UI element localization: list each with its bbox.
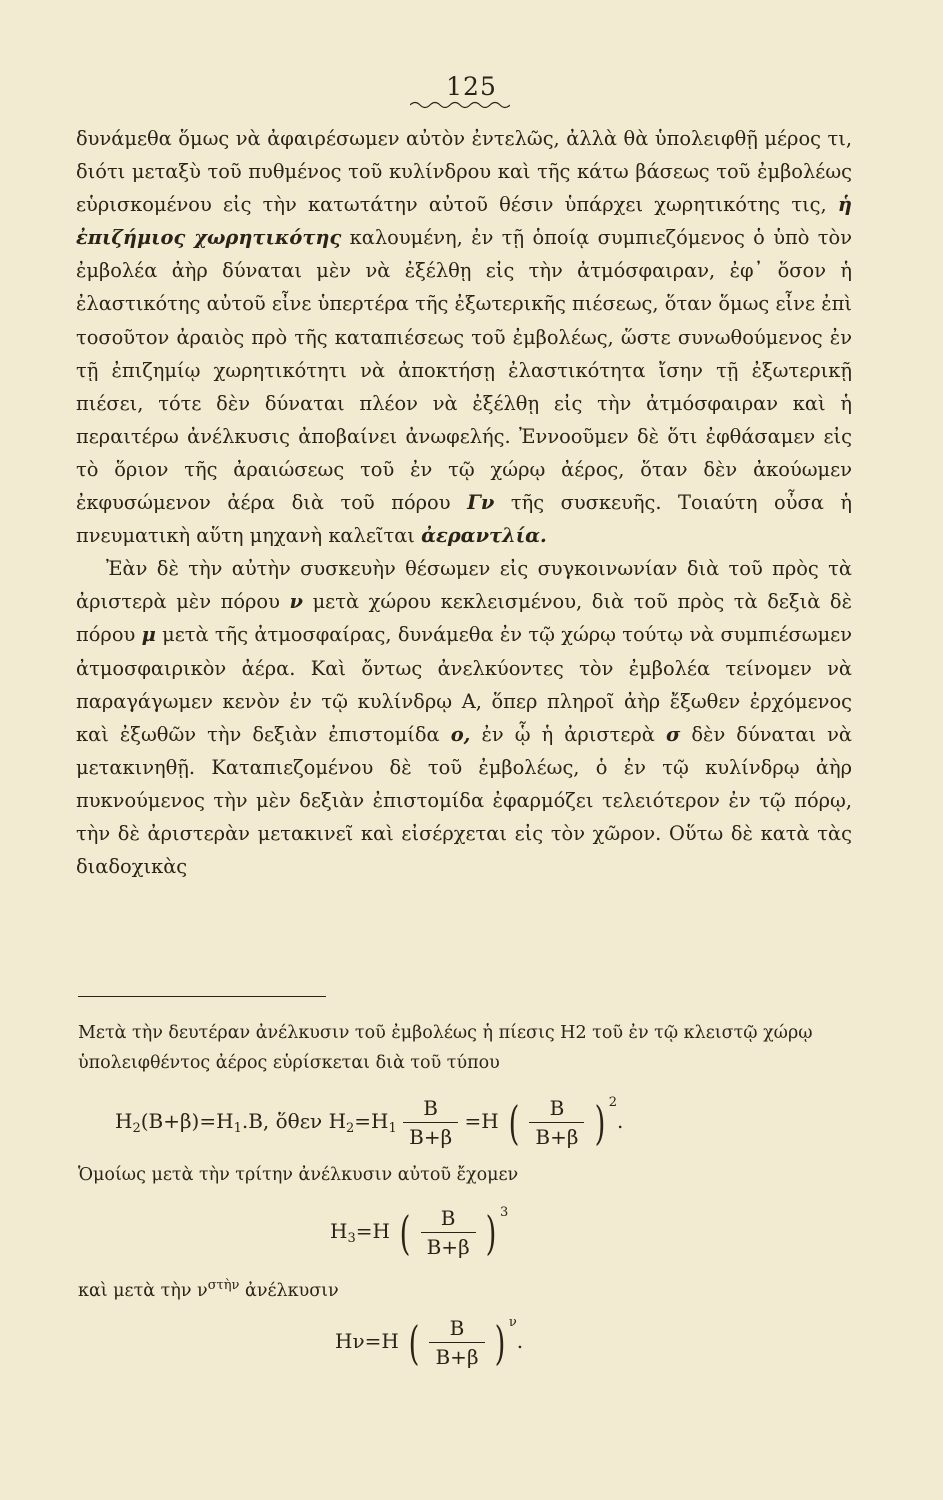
- footnote-line3: καὶ μετὰ τὴν $\nu^{\sigma\tau ὴ\nu}$ ἀνέλκυσιν: [78, 1278, 339, 1301]
- ornament-divider: [410, 100, 510, 110]
- main-text: [76, 122, 852, 883]
- label-s: σ: [665, 722, 681, 746]
- label-gn: Γν: [467, 491, 495, 515]
- footnote-line1: Μετὰ τὴν δευτέραν ἀνέλκυσιν τοῦ ἐμβολέως ἡ πίεσις Η2 τοῦ ἐν τῷ κλειστῷ χώρῳ ὑπολειφθέντος ἀέρος εὑρίσκεται διὰ τοῦ τύπου: [78, 1023, 813, 1073]
- footnote-rule: [78, 996, 326, 997]
- fraction-1: $\frac{B}{B+\beta}$: [403, 1098, 458, 1147]
- formula-2: $H_3=H$ ( $\frac{B}{B+\beta}$ ) $^3$: [330, 1205, 509, 1260]
- label-o: ο,: [450, 722, 471, 746]
- page-number: 125: [446, 72, 497, 101]
- fraction-2: $\frac{B}{B+\beta}$: [529, 1098, 584, 1147]
- paragraph-1: δυνάμεθα ὅμως νὰ ἀφαιρέσωμεν αὐτὸν ἐντελῶς, ἀλλὰ θὰ ὑπολειφθῇ μέρος τι, διότι μεταξὺ τοῦ πυθμένος τοῦ κυλίνδρου καὶ τῆς κάτω βάσεως τοῦ ἐμβολέως εὑρισκομένου εἰς τὴν κατωτάτην αὐτοῦ θέσιν ὑπάρχει χωρητικότης τις, ἡ ἐπιζήμιος χωρητικότης καλουμένη, ἐν τῇ ὁποίᾳ συμπιεζόμενος ὁ ὑπὸ τὸν ἐμβολέα ἀὴρ δύναται μὲν νὰ ἐξέλθῃ εἰς τὴν ἀτμόσφαιραν, ἐφ᾿ ὅσον ἡ ἐλαστικότης αὐτοῦ εἶνε ὑπερτέρα τῆς ἐξωτερικῆς πιέσεως, ὅταν ὅμως εἶνε ἐπὶ τοσοῦτον ἀραιὸς πρὸ τῆς καταπιέσεως τοῦ ἐμβολέως, ὥστε συνωθούμενος ἐν τῇ ἐπιζημίῳ χωρητικότητι νὰ ἀποκτήσῃ ἐλαστικότητα ἴσην τῇ ἐξωτερικῇ πιέσει, τότε δὲν δύναται πλέον νὰ ἐξέλθῃ εἰς τὴν ἀτμόσφαιραν καὶ ἡ περαιτέρω ἀνέλκυσις ἀποβαίνει ἀνωφελής. Ἐννοοῦμεν δὲ ὅτι ἐφθάσαμεν εἰς τὸ ὅριον τῆς ἀραιώσεως τοῦ ἐν τῷ χώρῳ ἀέρος, ὅταν δὲν ἀκούωμεν ἐκφυσώμενον ἀέρα διὰ τοῦ πόρου Γν τῆς συσκευῆς. Τοιαύτη οὖσα ἡ πνευματικὴ αὕτη μηχανὴ καλεῖται ἀεραντλία.: [76, 127, 853, 548]
- formula-1: $H_2(B+\beta)=H_1.B$, ὅθεν $H_2=H_1$ $\frac{B}{B+\beta}$ =Η ( $\frac{B}{B+\beta}$ ) $^2$.: [115, 1095, 624, 1150]
- term-harmful-capacity: ἡ ἐπιζήμιος χωρητικότης: [76, 193, 852, 250]
- paragraph-2: Ἐὰν δὲ τὴν αὐτὴν συσκευὴν θέσωμεν εἰς συγκοινωνίαν διὰ τοῦ πρὸς τὰ ἀριστερὰ μὲν πόρου ν μετὰ χώρου κεκλεισμένου, διὰ τοῦ πρὸς τὰ δεξιὰ δὲ πόρου μ μετὰ τῆς ἀτμοσφαίρας, δυνάμεθα ἐν τῷ χώρῳ τούτῳ νὰ συμπιέσωμεν ἀτμοσφαιρικὸν ἀέρα. Καὶ ὄντως ἀνελκύοντες τὸν ἐμβολέα τείνομεν νὰ παραγάγωμεν κενὸν ἐν τῷ κυλίνδρῳ Α, ὅπερ πληροῖ ἀὴρ ἔξωθεν ἐρχόμενος καὶ ἐξωθῶν τὴν δεξιὰν ἐπιστομίδα ο, ἐν ᾧ ἡ ἀριστερὰ σ δὲν δύναται νὰ μετακινηθῇ. Καταπιεζομένου δὲ τοῦ ἐμβολέως, ὁ ἐν τῷ κυλίνδρῳ ἀὴρ πυκνούμενος τὴν μὲν δεξιὰν ἐπιστομίδα ἐφαρμόζει τελειότερον ἐν τῷ πόρῳ, τὴν δὲ ἀριστερὰν μετακινεῖ καὶ εἰσέρχεται εἰς τὸν χῶρον. Οὕτω δὲ κατὰ τὰς διαδοχικὰς: [76, 557, 853, 879]
- formula-3: Ην=Η ( $\frac{B}{B+\beta}$ ) $^\nu$.: [335, 1315, 524, 1370]
- label-m: μ: [141, 623, 156, 647]
- term-air-pump: ἀεραντλία.: [421, 524, 547, 548]
- fraction-4: $\frac{B}{B+\beta}$: [429, 1318, 484, 1367]
- footnote-line2: Ὁμοίως μετὰ τὴν τρίτην ἀνέλκυσιν αὐτοῦ ἔχομεν: [78, 1165, 519, 1185]
- label-n: ν: [289, 590, 303, 614]
- fraction-3: $\frac{B}{B+\beta}$: [421, 1208, 476, 1257]
